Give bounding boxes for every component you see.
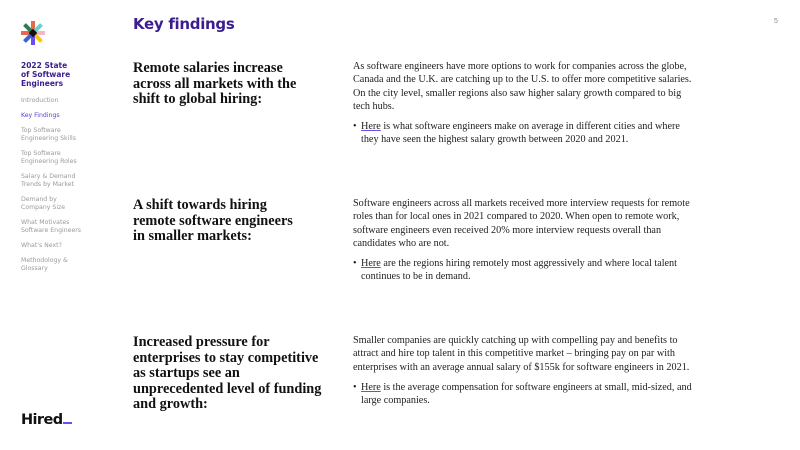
here-link[interactable]: Here bbox=[361, 381, 381, 393]
finding-bullet bbox=[353, 381, 698, 408]
finding-paragraph: Software engineers across all markets received more interview requests for remote roles than for local ones in 2021 compared to 2020. When open to remote work, software engineers even received 20% more interview requests overall than candidates who are not. bbox=[353, 198, 690, 249]
sidebar-item-motivates[interactable]: What Motivates Software Engineers bbox=[21, 219, 82, 234]
brand-underscore bbox=[63, 422, 72, 425]
sidebar-item-salary-demand[interactable]: Salary & Demand Trends by Market bbox=[21, 173, 76, 188]
finding-paragraph: Smaller companies are quickly catching up with compelling pay and benefits to attract and hire top talent in this competitive market – bringing pay on par with enterprises with an average annual salary of $155k for software engineers in 2021. bbox=[353, 335, 690, 373]
sidebar-item-key-findings[interactable]: Key Findings bbox=[21, 112, 60, 119]
finding-heading: Remote salaries increase across all markets with the shift to global hiring: bbox=[133, 60, 297, 108]
finding-heading: Increased pressure for enterprises to stay competitive as startups see an unprecedented level of funding and growth: bbox=[133, 334, 322, 413]
finding-bullet bbox=[353, 257, 698, 284]
sidebar-item-whats-next[interactable]: What's Next? bbox=[21, 242, 62, 249]
finding-body bbox=[353, 334, 698, 407]
sidebar-item-top-roles[interactable]: Top Software Engineering Roles bbox=[21, 150, 77, 165]
page-number: 5 bbox=[774, 18, 778, 25]
finding-paragraph: As software engineers have more options to work for companies across the globe, Canada and the U.K. are catching up to the U.S. to offer more competitive salaries. On the city level, smaller regions also saw higher salary growth compared to big tech hubs. bbox=[353, 61, 692, 112]
hired-brand-logo bbox=[21, 412, 72, 428]
finding-heading: A shift towards hiring remote software engineers in smaller markets: bbox=[133, 197, 293, 245]
finding-bullet bbox=[353, 120, 698, 147]
report-title: 2022 State of Software Engineers bbox=[21, 61, 71, 88]
sidebar-item-methodology[interactable]: Methodology & Glossary bbox=[21, 257, 68, 272]
sidebar-item-introduction[interactable]: Introduction bbox=[21, 97, 59, 104]
here-link[interactable]: Here bbox=[361, 121, 381, 133]
finding-body bbox=[353, 197, 698, 284]
finding-body bbox=[353, 60, 698, 147]
sidebar-nav bbox=[21, 61, 111, 280]
here-link[interactable]: Here bbox=[361, 258, 381, 270]
sidebar-item-demand-company-size[interactable]: Demand by Company Size bbox=[21, 196, 66, 211]
bullet-text: is the average compensation for software engineers at small, mid-sized, and large companies. bbox=[361, 381, 692, 407]
hired-logo-icon bbox=[20, 20, 46, 46]
bullet-text: is what software engineers make on average in different cities and where they have seen the highest salary growth between 2020 and 2021. bbox=[361, 121, 680, 146]
bullet-text: are the regions hiring remotely most aggressively and where local talent continues to be in demand. bbox=[361, 258, 677, 283]
brand-name: Hired bbox=[21, 412, 63, 428]
page-title: Key findings bbox=[133, 15, 235, 33]
sidebar-item-top-skills[interactable]: Top Software Engineering Skills bbox=[21, 127, 76, 142]
